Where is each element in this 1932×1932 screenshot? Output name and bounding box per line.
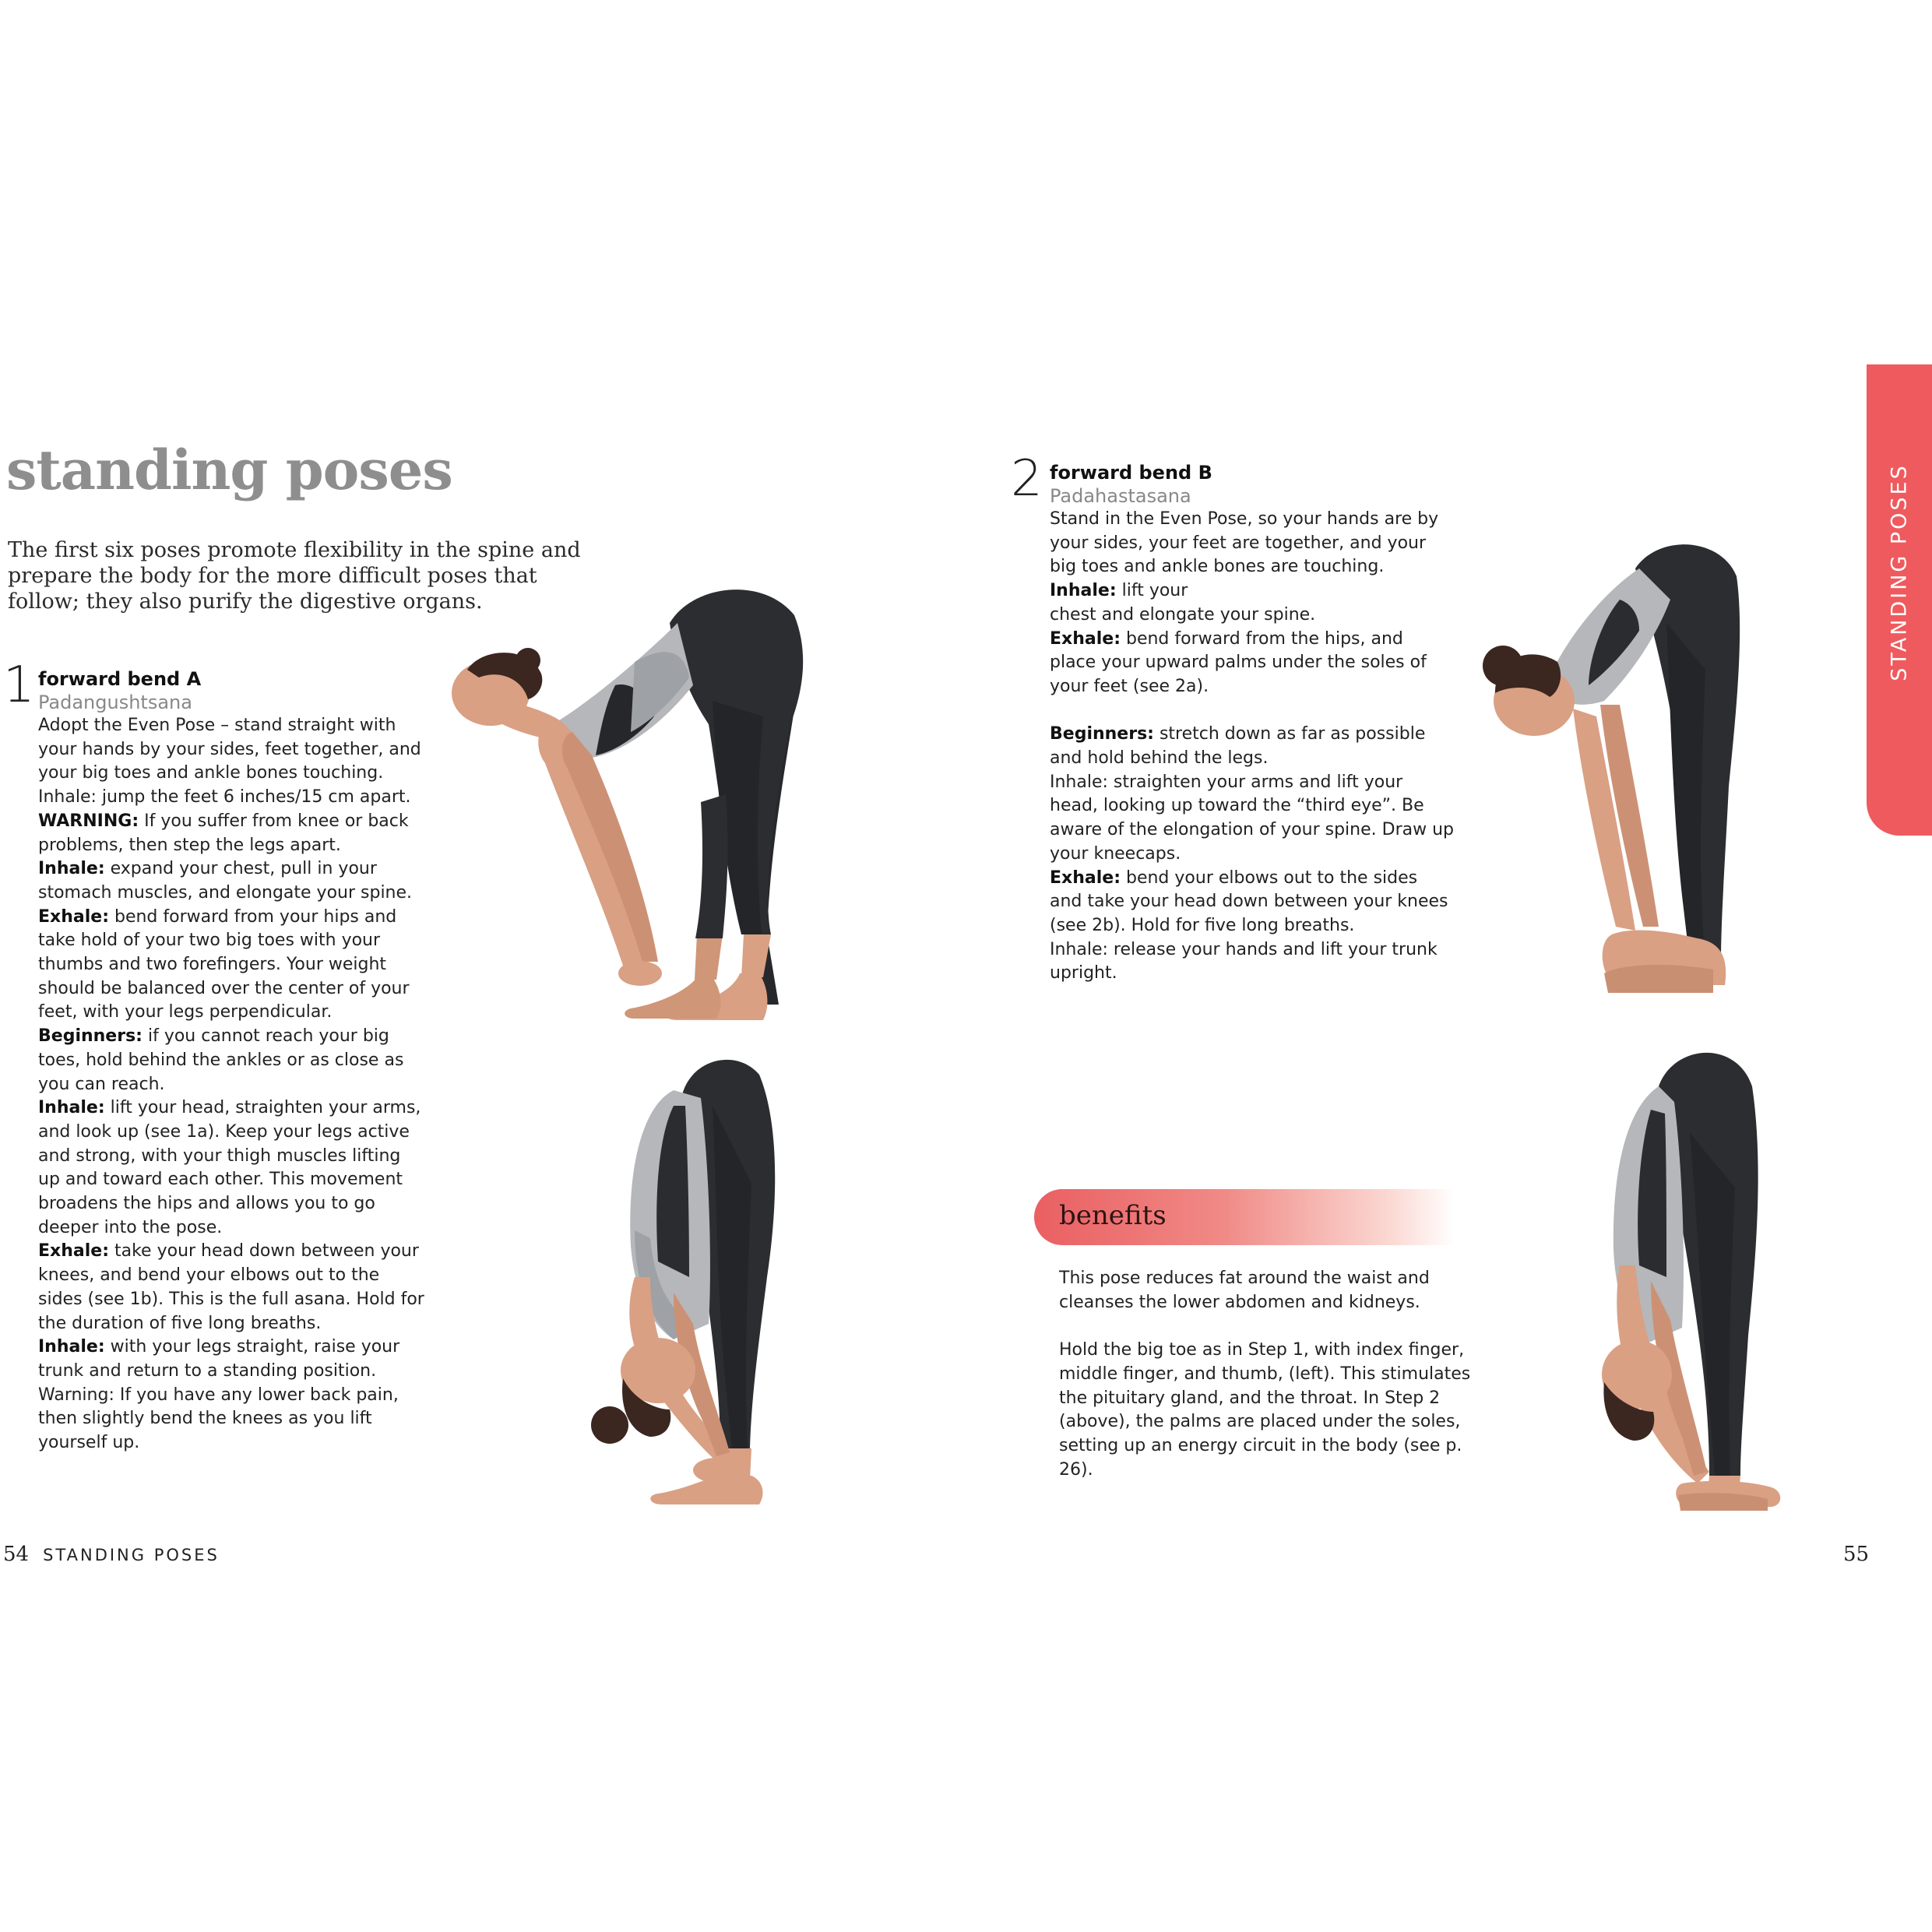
instruction-paragraph: Adopt the Even Pose – stand straight with your hands by your sides, feet together, and your big toes and ankle bones touching. xyxy=(38,716,421,783)
instruction-paragraph: Stand in the Even Pose, so your hands are by your sides, your feet are together, and your big toes and ankle bones are touching. xyxy=(1050,509,1439,577)
instruction-paragraph: Inhale: jump the feet 6 inches/15 cm apart. xyxy=(38,787,411,808)
instruction-text: If you suffer from knee or back problems, then step the legs apart. xyxy=(38,811,409,855)
instruction-label: Beginners: xyxy=(38,1026,143,1047)
instruction-text: lift your head, straighten your arms, and look up (see 1a). Keep your legs active and strong, with your thigh muscles lifting up and toward each other. This movement broadens the hips and allows you to go deeper into the pose. xyxy=(38,1098,421,1237)
instruction-label: Exhale: xyxy=(38,906,109,927)
pose-2-block xyxy=(1050,461,1455,986)
instruction-label: Inhale: xyxy=(38,1098,105,1118)
instruction-text: lift your xyxy=(1116,581,1188,601)
instruction-paragraph xyxy=(38,906,428,1026)
instruction-text: bend forward from your hips and take hold of your two big toes with your thumbs and two forefingers. Your weight should be balanced over the center of your feet, with your legs perpendicular. xyxy=(38,906,410,1022)
instruction-label: Exhale: xyxy=(38,1241,109,1262)
instruction-paragraph xyxy=(38,810,428,857)
instruction-text: if you cannot reach your big toes, hold behind the ankles or as close as you can reach. xyxy=(38,1026,404,1094)
pose-number: 2 xyxy=(1011,450,1043,508)
page-number: 54 xyxy=(3,1543,30,1566)
instruction-text: stretch down as far as possible and hold behind the legs. xyxy=(1050,724,1426,769)
instruction-paragraph xyxy=(38,857,428,905)
pose-instructions xyxy=(38,714,428,1455)
pose-sanskrit-name: Padahastasana xyxy=(1050,485,1191,507)
pose-instructions xyxy=(1050,508,1455,986)
instruction-label: Inhale: xyxy=(1050,581,1117,601)
photo-forward-bend-1b xyxy=(557,1043,938,1511)
photo-forward-bend-2a xyxy=(1464,537,1822,1005)
instruction-label: Inhale: xyxy=(38,859,105,879)
instruction-label: WARNING: xyxy=(38,811,139,831)
benefits-text xyxy=(1059,1267,1495,1482)
photo-forward-bend-1a xyxy=(436,568,849,1028)
instruction-paragraph xyxy=(38,1096,428,1240)
pose-1-block xyxy=(38,667,428,1455)
instruction-text: expand your chest, pull in your stomach muscles, and elongate your spine. xyxy=(38,859,413,903)
section-side-tab-label: STANDING POSES xyxy=(1887,463,1912,681)
intro-paragraph: The first six poses promote flexibility in the spine and prepare the body for the more difficult poses that follow; they also purify the digestive organs. xyxy=(8,538,581,614)
instruction-paragraph: Inhale: straighten your arms and lift your head, looking up toward the “third eye”. Be aware of the elongation of your spine. Draw up your kneecaps. xyxy=(1050,772,1454,864)
page-title: standing poses xyxy=(6,438,452,502)
footer-left xyxy=(3,1543,220,1566)
instruction-label: Beginners: xyxy=(1050,724,1154,744)
instruction-label: Inhale: xyxy=(38,1337,105,1357)
instruction-text: bend your elbows out to the sides and take your head down between your knees (see 2b). Hold for five long breaths. xyxy=(1050,867,1448,935)
instruction-label: Exhale: xyxy=(1050,867,1121,888)
benefits-paragraph: This pose reduces fat around the waist and cleanses the lower abdomen and kidneys. xyxy=(1059,1269,1430,1312)
pose-number: 1 xyxy=(3,656,35,714)
page-number: 55 xyxy=(1843,1543,1870,1566)
pose-sanskrit-name: Padangushtsana xyxy=(38,692,192,713)
instruction-text: take your head down between your knees, and bend your elbows out to the sides (see 1b). This is the full asana. Hold for the duration of five long breaths. xyxy=(38,1241,424,1333)
instruction-paragraph xyxy=(38,1025,428,1096)
instruction-text: with your legs straight, raise your trunk and return to a standing position. Warning: If you have any lower back pain, then slightly bend the knees as you lift yourself up. xyxy=(38,1337,400,1453)
pose-heading: forward bend A xyxy=(38,668,202,690)
instruction-label: Exhale: xyxy=(1050,628,1121,649)
instruction-paragraph xyxy=(1050,628,1455,699)
instruction-paragraph: Inhale: release your hands and lift your trunk upright. xyxy=(1050,939,1438,984)
benefits-paragraph: Hold the big toe as in Step 1, with index finger, middle finger, and thumb, (left). This stimulates the pituitary gland, and the throat. In Step 2 (above), the palms are placed under the soles, setting up an energy circuit in the body (see p. 26). xyxy=(1059,1340,1471,1480)
photo-forward-bend-2b xyxy=(1550,1040,1838,1515)
pose-heading: forward bend B xyxy=(1050,462,1212,484)
instruction-paragraph: chest and elongate your spine. xyxy=(1050,604,1316,625)
running-section-title: STANDING POSES xyxy=(43,1546,220,1564)
instruction-text: bend forward from the hips, and place your upward palms under the soles of your feet (see 2a). xyxy=(1050,628,1427,696)
benefits-heading: benefits xyxy=(1059,1200,1167,1231)
instruction-paragraph xyxy=(1050,867,1455,938)
instruction-paragraph xyxy=(38,1240,428,1336)
instruction-paragraph xyxy=(1050,723,1455,770)
instruction-paragraph xyxy=(38,1336,428,1455)
instruction-paragraph xyxy=(1050,579,1455,604)
